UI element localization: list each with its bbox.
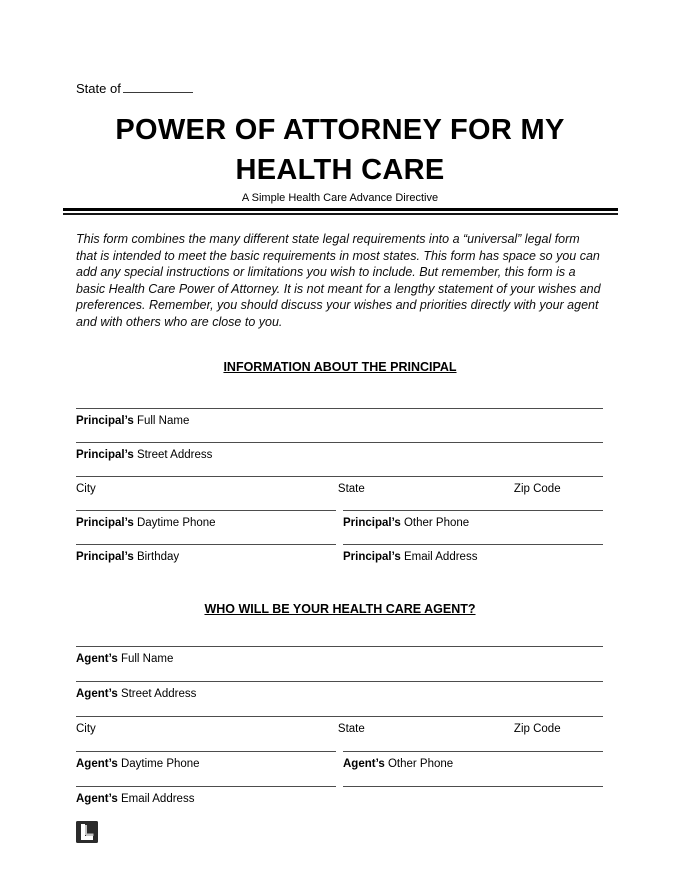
field-principal-email [343,544,603,578]
field-row-principal-phones [76,510,603,544]
field-label: Principal’s Other Phone [343,517,470,529]
field-label: Agent’s Full Name [76,653,174,665]
field-row-principal-city-state-zip [76,476,603,510]
column-gap [336,544,343,578]
legal-templates-logo-icon [76,821,98,843]
intro-paragraph: This form combines the many different state legal requirements into a “universal” legal form that is intended to meet the basic requirements in most states. This form has space so you can add any special instructions or limitations you wish to include. But remember, this form is a basic Health Care Power of Attorney. It is not meant for a lengthy statement of your wishes and preferences. Remember, you should discuss your wishes and priorities directly with your agent and with others who are close to you. [76,232,601,329]
column-gap [336,510,343,544]
field-row-agent-phones [76,751,603,786]
field-principal-city: City [76,483,96,495]
field-row-agent-city-state-zip [76,716,603,751]
field-agent-zip: Zip Code [513,723,561,735]
field-label: Agent’s Email Address [76,793,195,805]
field-agent-email [76,786,336,821]
field-label: Principal’s Email Address [343,551,478,563]
double-rule-divider [63,208,618,215]
field-principal-state: State [337,483,365,495]
field-agent-other-phone [343,751,603,786]
document-title [76,110,604,190]
title-line-2: HEALTH CARE [235,154,445,186]
state-of-blank-field [123,80,193,93]
principal-section-heading: INFORMATION ABOUT THE PRINCIPAL [223,360,457,374]
field-agent-email-blank [343,786,603,821]
title-line-1: POWER OF ATTORNEY FOR MY [115,114,565,146]
principal-form [76,408,603,578]
column-gap [336,786,343,821]
field-agent-daytime-phone [76,751,336,786]
field-agent-full-name [76,646,603,681]
field-label: Principal’s Birthday [76,551,180,563]
field-agent-street-address [76,681,603,716]
field-agent-state: State [337,723,365,735]
field-label: Agent’s Other Phone [343,758,454,770]
field-agent-city: City [76,723,96,735]
state-of-label: State of [76,81,121,96]
field-label: Principal’s Daytime Phone [76,517,216,529]
field-principal-birthday [76,544,336,578]
field-principal-street-address [76,442,603,476]
field-label: Principal’s Full Name [76,415,190,427]
field-principal-zip: Zip Code [513,483,561,495]
field-principal-daytime-phone [76,510,336,544]
state-of-line [76,0,680,96]
agent-section-heading: WHO WILL BE YOUR HEALTH CARE AGENT? [204,602,476,616]
field-principal-other-phone [343,510,603,544]
column-gap [336,751,343,786]
field-label: Principal’s Street Address [76,449,213,461]
document-subtitle: A Simple Health Care Advance Directive [241,192,439,204]
field-row-agent-email [76,786,603,821]
field-label: Agent’s Street Address [76,688,197,700]
field-label: Agent’s Daytime Phone [76,758,200,770]
field-row-principal-birthday-email [76,544,603,578]
field-principal-full-name [76,408,603,442]
agent-form [76,646,603,821]
